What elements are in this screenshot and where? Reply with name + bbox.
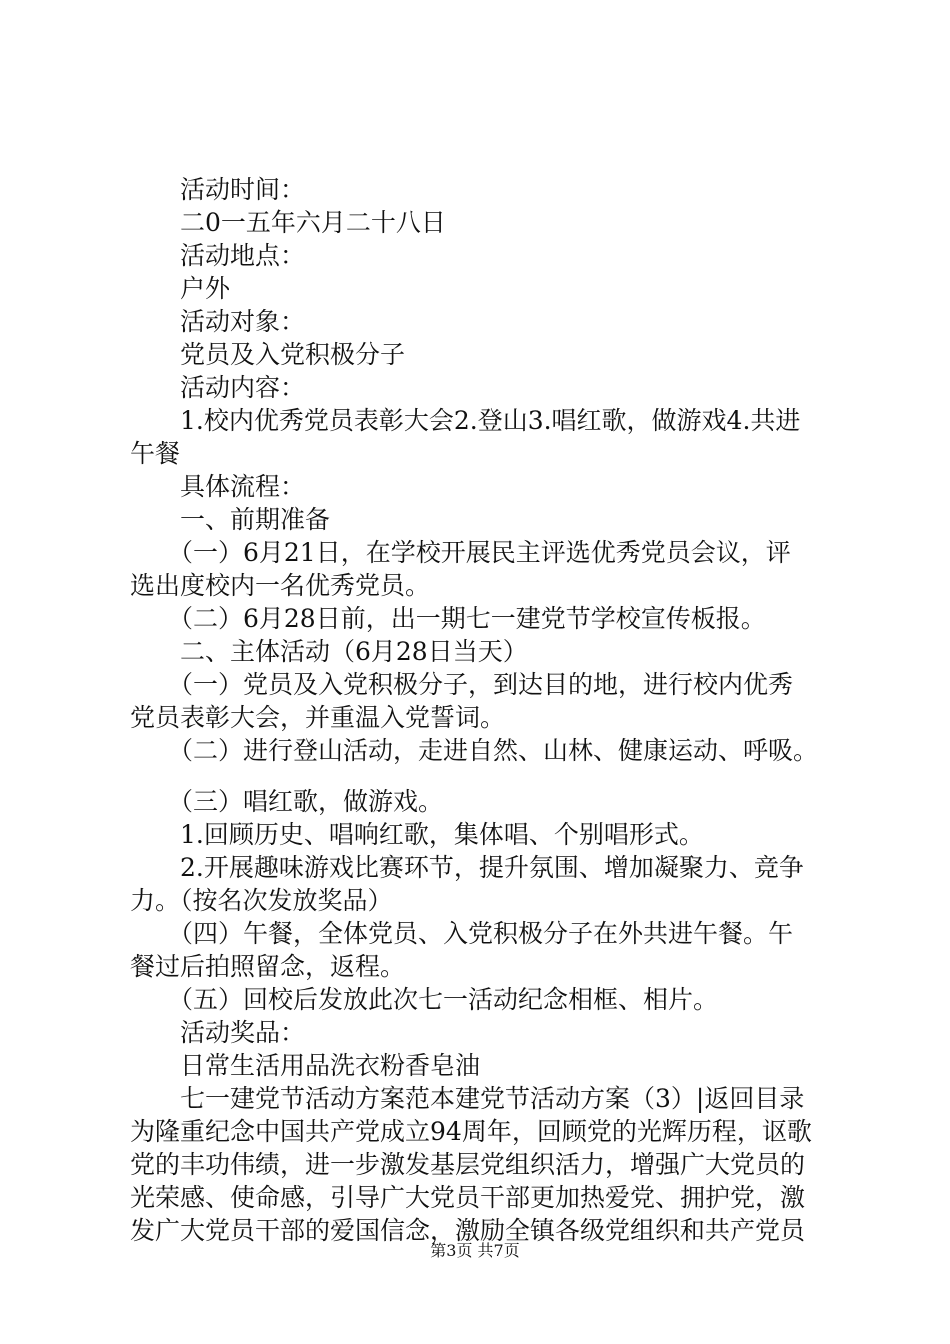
doc-line: 党员及入党积极分子 <box>180 340 406 369</box>
doc-line: 一、前期准备 <box>180 505 331 534</box>
doc-line: 活动奖品： <box>180 1018 306 1047</box>
doc-line: 户外 <box>180 274 231 303</box>
doc-line: 活动时间： <box>180 175 306 204</box>
doc-line: 活动对象： <box>180 307 306 336</box>
doc-line: 发广大党员干部的爱国信念，激励全镇各级党组织和共产党员 <box>130 1216 806 1245</box>
doc-line: 二、主体活动（6月28日当天） <box>180 637 528 666</box>
doc-line: 七一建党节活动方案范本建党节活动方案（3）|返回目录 <box>180 1084 805 1113</box>
doc-line: 二0一五年六月二十八日 <box>180 208 446 237</box>
doc-line: 2.开展趣味游戏比赛环节，提升氛围、增加凝聚力、竞争 <box>180 853 804 882</box>
doc-line: 党的丰功伟绩，进一步激发基层党组织活力，增强广大党员的 <box>130 1150 806 1179</box>
doc-line: （一）6月21日，在学校开展民主评选优秀党员会议，评 <box>168 538 791 567</box>
doc-line: 力。（按名次发放奖品） <box>130 886 393 915</box>
document-body <box>130 173 830 1247</box>
doc-line: （五）回校后发放此次七一活动纪念相框、相片。 <box>168 985 719 1014</box>
doc-line: 为隆重纪念中国共产党成立94周年，回顾党的光辉历程，讴歌 <box>130 1117 812 1146</box>
doc-line: 党员表彰大会，并重温入党誓词。 <box>130 703 506 732</box>
doc-line: 活动内容： <box>180 373 306 402</box>
doc-line: 光荣感、使命感，引导广大党员干部更加热爱党、拥护党，激 <box>130 1183 806 1212</box>
doc-line: 餐过后拍照留念，返程。 <box>130 952 406 981</box>
paragraph-gap <box>130 767 830 785</box>
doc-line: （一）党员及入党积极分子，到达目的地，进行校内优秀 <box>168 670 794 699</box>
doc-line: 1.校内优秀党员表彰大会2.登山3.唱红歌，做游戏4.共进 <box>180 406 801 435</box>
doc-line: 选出度校内一名优秀党员。 <box>130 571 431 600</box>
doc-line: 具体流程： <box>180 472 306 501</box>
doc-line: 日常生活用品洗衣粉香皂油 <box>180 1051 481 1080</box>
doc-line: 1.回顾历史、唱响红歌，集体唱、个别唱形式。 <box>180 820 704 849</box>
doc-line: （四）午餐，全体党员、入党积极分子在外共进午餐。午 <box>168 919 794 948</box>
page-number: 第3页 共7页 <box>430 1241 520 1260</box>
doc-line: （二）6月28日前，出一期七一建党节学校宣传板报。 <box>168 604 766 633</box>
doc-line: 活动地点： <box>180 241 306 270</box>
doc-line: 午餐 <box>130 439 181 468</box>
doc-line: （三）唱红歌，做游戏。 <box>168 787 444 816</box>
doc-line: （二）进行登山活动，走进自然、山林、健康运动、呼吸。 <box>168 736 819 765</box>
